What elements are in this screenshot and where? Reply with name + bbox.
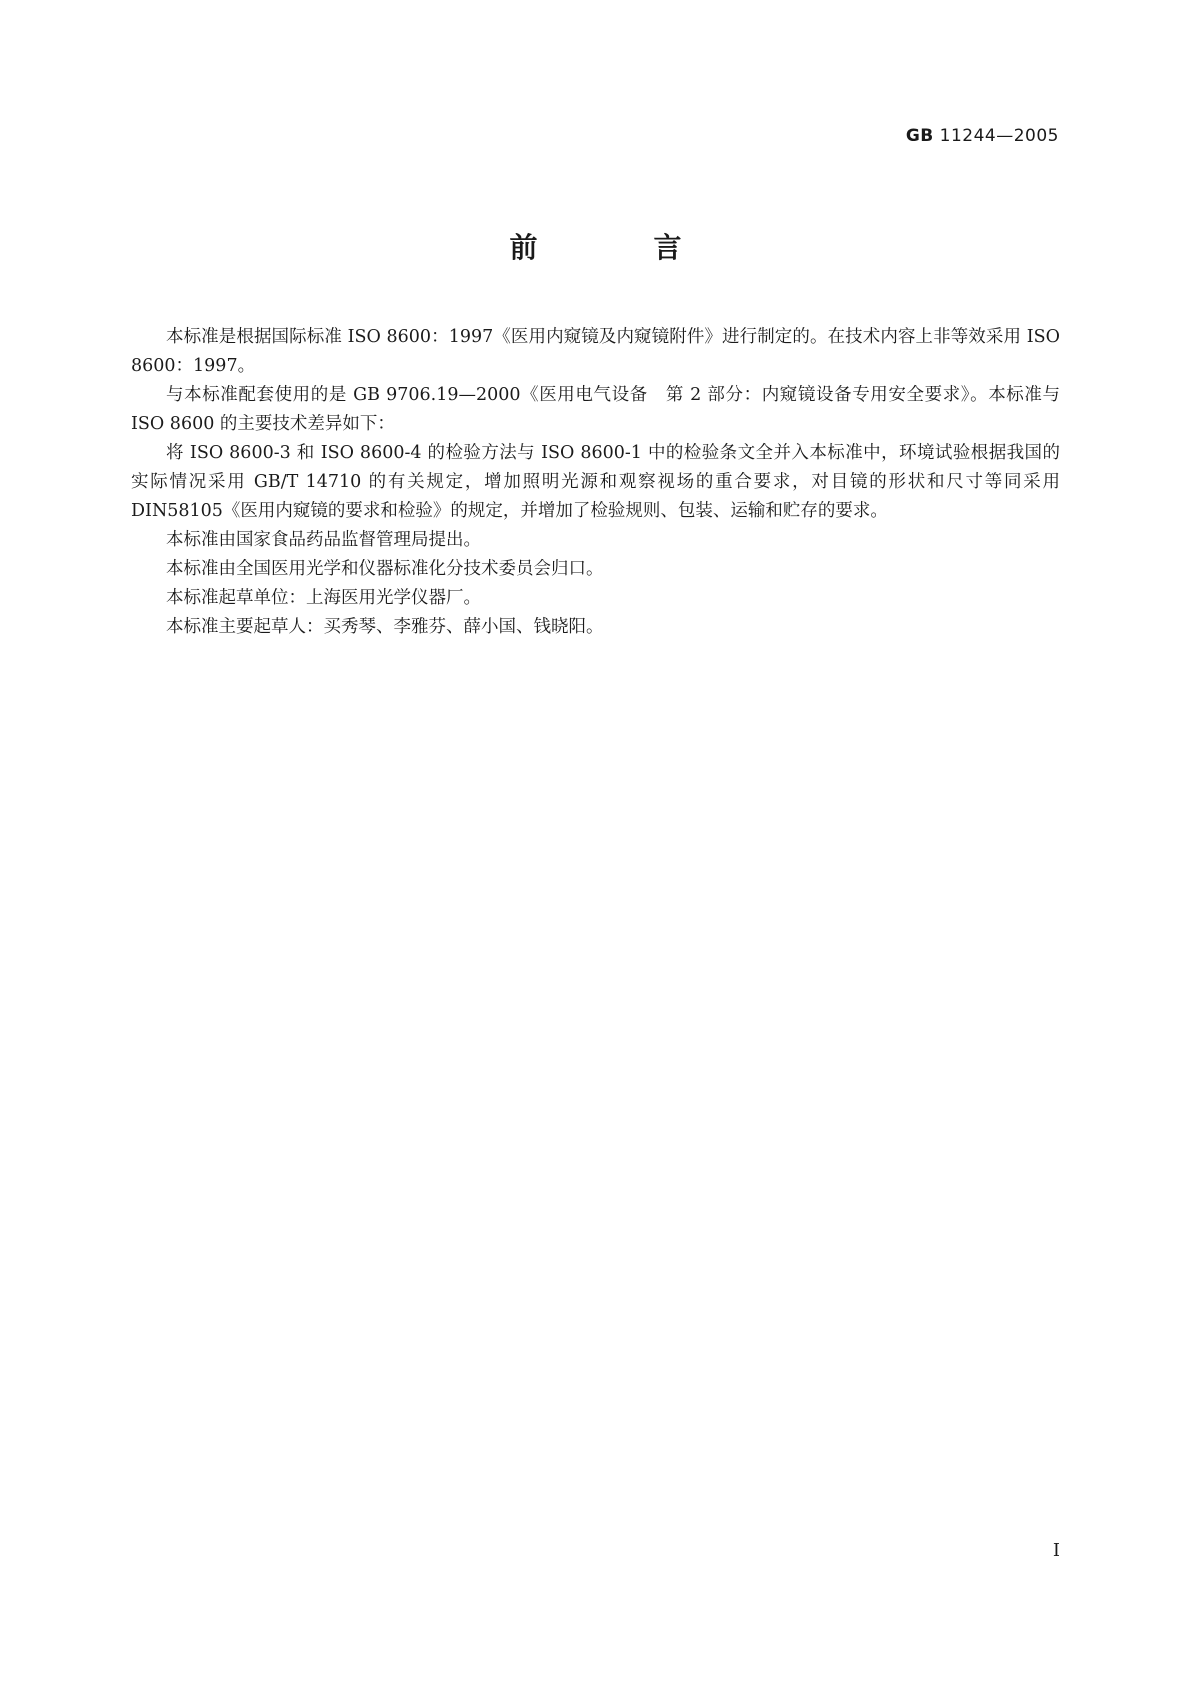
paragraph-drafting-unit: 本标准起草单位：上海医用光学仪器厂。	[166, 588, 481, 608]
standard-number: 11244—2005	[939, 126, 1059, 146]
page-number: I	[1052, 1540, 1060, 1561]
foreword-body	[131, 323, 1060, 642]
standard-code	[906, 126, 1059, 146]
paragraph-companion-standard: 与本标准配套使用的是 GB 9706.19—2000《医用电气设备 第 2 部分：内窥镜设备专用安全要求》。本标准与 ISO 8600 的主要技术差异如下：	[131, 385, 1060, 434]
paragraph-basis: 本标准是根据国际标准 ISO 8600：1997《医用内窥镜及内窥镜附件》进行制定的。在技术内容上非等效采用 ISO 8600：1997。	[131, 327, 1060, 376]
paragraph-drafters: 本标准主要起草人：买秀琴、李雅芬、薛小国、钱晓阳。	[166, 617, 604, 637]
paragraph-committee: 本标准由全国医用光学和仪器标准化分技术委员会归口。	[166, 559, 604, 579]
paragraph-technical-differences: 将 ISO 8600-3 和 ISO 8600-4 的检验方法与 ISO 8600-1 中的检验条文全并入本标准中，环境试验根据我国的实际情况采用 GB/T 14710 的有关规定，增加照明光源和观察视场的重合要求，对目镜的形状和尺寸等同采用 DIN58105《医用内窥镜的要求和检验》的规定，并增加了检验规则、包装、运输和贮存的要求。	[131, 443, 1060, 521]
standard-prefix: GB	[905, 126, 934, 146]
page-title: 前 言	[509, 231, 726, 264]
paragraph-proposer: 本标准由国家食品药品监督管理局提出。	[166, 530, 481, 550]
